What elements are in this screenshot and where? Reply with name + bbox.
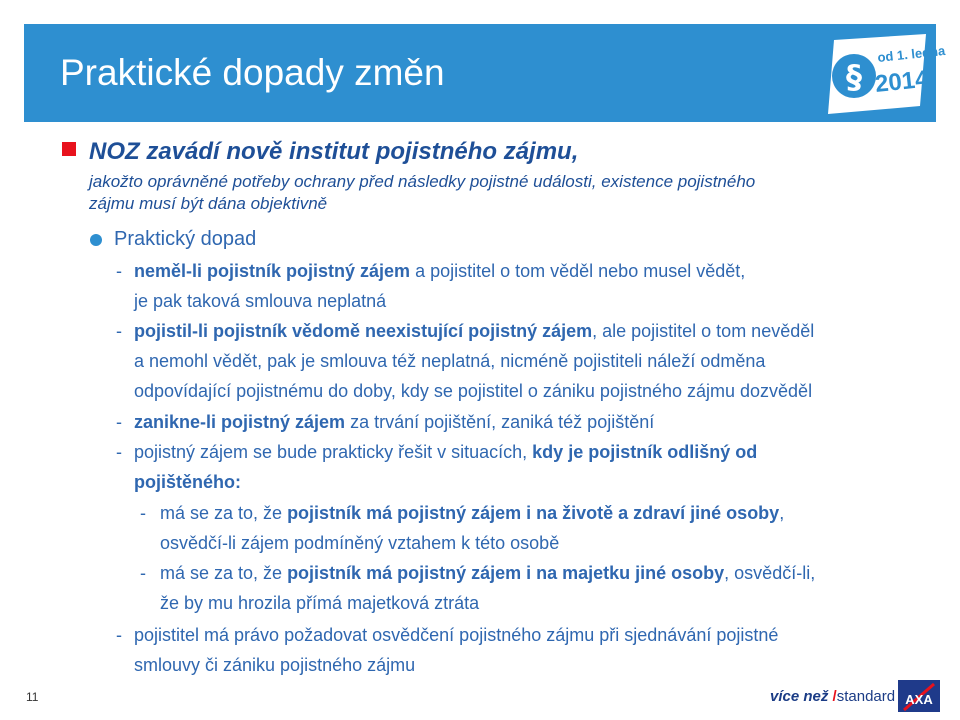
badge-year: 2014 — [873, 65, 930, 98]
dash-bullet: - — [140, 563, 146, 583]
sub-list-item-continuation: že by mu hrozila přímá majetková ztráta — [160, 593, 480, 613]
sub-list-item — [160, 503, 784, 524]
list-item — [134, 261, 745, 282]
body-text: pojistný zájem se bude prakticky řešit v situacích, — [134, 442, 533, 462]
brand-slogan — [770, 688, 895, 705]
blue-dot-bullet-icon — [90, 234, 102, 246]
slogan-slash: / — [832, 688, 837, 705]
dash-bullet: - — [140, 503, 146, 523]
page-number: 11 — [26, 690, 39, 704]
list-item — [134, 321, 814, 342]
list-item-continuation: smlouvy či zániku pojistného zájmu — [134, 655, 416, 675]
list-item: pojistitel má právo požadovat osvědčení pojistného zájmu při sjednávání pojistné — [134, 625, 779, 645]
dash-bullet: - — [116, 442, 122, 462]
emphasis-text: pojistník má pojistný zájem i na majetku jiné osoby — [287, 563, 725, 583]
year-badge — [822, 34, 946, 116]
list-item — [134, 412, 654, 433]
slogan-rest: standard — [836, 688, 896, 705]
heading-subtext-2: zájmu musí být dána objektivně — [89, 194, 328, 213]
emphasis-text: pojistník má pojistný zájem i na životě a zdraví jiné osoby — [287, 503, 780, 523]
body-text: , ale pojistitel o tom nevěděl — [592, 321, 815, 341]
body-text: , — [779, 503, 785, 523]
slogan-bold: více než — [770, 688, 829, 705]
emphasis-text: kdy je pojistník odlišný od — [532, 442, 758, 462]
body-text: má se za to, že — [160, 503, 288, 523]
body-text: za trvání pojištění, zaniká též pojištění — [345, 412, 655, 432]
dash-bullet: - — [116, 261, 122, 281]
section-label: Praktický dopad — [114, 228, 257, 250]
list-item-continuation: je pak taková smlouva neplatná — [134, 291, 387, 311]
badge-line1: od 1. ledna — [876, 42, 946, 65]
sub-list-item-continuation: osvědčí-li zájem podmíněný vztahem k této osobě — [160, 533, 560, 553]
axa-logo-text: AXA — [905, 692, 933, 707]
list-item-continuation: pojištěného: — [134, 472, 241, 492]
body-text: , osvědčí-li, — [724, 563, 816, 583]
list-item-continuation: odpovídající pojistnému do doby, kdy se pojistitel o zániku pojistného zájmu dozvěděl — [134, 381, 813, 401]
red-square-bullet-icon — [62, 142, 76, 156]
emphasis-text: zanikne-li pojistný zájem — [134, 412, 346, 432]
emphasis-text: pojistil-li pojistník vědomě neexistující pojistný zájem — [134, 321, 593, 341]
body-text: a pojistitel o tom věděl nebo musel vědět, — [410, 261, 746, 281]
slide-title: Praktické dopady změn — [60, 52, 445, 93]
sub-list-item — [160, 563, 815, 584]
badge-symbol: § — [846, 58, 862, 96]
title-bar — [24, 24, 946, 122]
list-item — [134, 442, 757, 463]
dash-bullet: - — [116, 412, 122, 432]
heading-subtext-1: jakožto oprávněné potřeby ochrany před následky pojistné události, existence pojistného — [89, 172, 756, 191]
main-heading: NOZ zavádí nově institut pojistného zájmu, — [89, 138, 579, 165]
axa-logo — [898, 680, 940, 712]
dash-bullet: - — [116, 321, 122, 341]
list-item-continuation: a nemohl vědět, pak je smlouva též neplatná, nicméně pojistiteli náleží odměna — [134, 351, 766, 371]
dash-bullet: - — [116, 625, 122, 645]
body-text: má se za to, že — [160, 563, 288, 583]
emphasis-text: neměl-li pojistník pojistný zájem — [134, 261, 411, 281]
